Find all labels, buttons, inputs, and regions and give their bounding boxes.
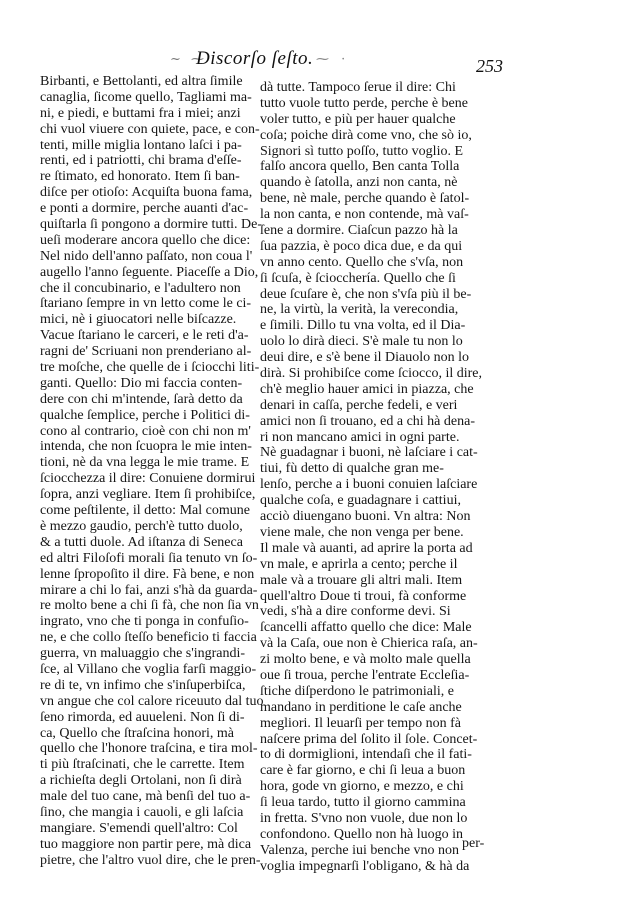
text-line: naſcere prima del ſolito il ſole. Concet- [260,731,478,747]
text-line: quando è ſatolla, anzi non canta, nè [260,175,458,191]
text-line: ſeno rimorda, ed auueleni. Non ſi di- [40,709,245,725]
text-line: renti, ed i patriotti, chi brama d'eſſe- [40,153,242,169]
text-line: quiſtarla ſi pongono a dormire tutti. De- [40,217,263,233]
text-line: qualche coſa, e guadagnare i cattiui, [260,493,461,509]
right-ornament-icon: ⁓ · [316,52,350,67]
running-head: Discorſo ſeſto. [196,48,314,69]
text-line: quell'altro Doue ti troui, fà conforme [260,588,467,604]
text-line: in fretta. S'vno non vuole, due non lo [260,810,468,826]
text-line: voler tutto, e più per hauer qualche [260,111,456,127]
text-line: dere con chi m'intende, ſarà detto da [40,391,243,407]
text-line: ne, e che collo ſteſſo beneficio ti faccia [40,630,257,646]
text-line: ueſi moderare ancora quello che dice: [40,232,251,248]
text-line: ſciocchezza il dire: Conuiene dormirui [40,471,256,487]
text-line: ca, Quello che ſtraſcina honori, mà [40,725,234,741]
text-line: confondono. Quello non hà luogo in [260,826,463,842]
text-line: & a tutti duole. Ad iſtanza di Seneca [40,534,243,550]
text-line: zi molto bene, e và molto male quella [260,652,471,668]
text-line: tiui, fù detto di qualche gran me- [260,461,444,477]
text-line: ragni de' Scriuani non prenderiano al- [40,344,252,360]
text-line: dirà. Si prohibiſce come ſciocco, il dire, [260,366,482,382]
text-line: vedi, s'hà a dire conforme devi. Si [260,604,451,620]
text-line: Birbanti, e Bettolanti, ed altra ſimile [40,74,243,89]
text-line: male và a trouare gli altri mali. Item [260,572,463,588]
text-line: bene, nè male, perche quando è ſatol- [260,191,470,207]
text-line: tutto vuole tutto perde, perche è bene [260,95,468,111]
text-line: deui dire, e s'è bene il Diauolo non lo [260,350,469,366]
text-line: uolo lo dirà dieci. S'è male tu non lo [260,334,463,350]
text-line: a richieſta degli Ortolani, non ſi dirà [40,773,242,789]
text-line: chi vuol viuere con quiete, pace, e con- [40,121,260,137]
text-line: Valenza, perche iui benche vno non [260,842,460,858]
text-line: lenſo, perche a i buoni conuien laſciare [260,477,478,493]
text-line: Nel nido dell'anno paſſato, non coua l' [40,248,253,264]
text-line: canaglia, ſicome quello, Tagliami ma- [40,89,252,105]
text-line: vn anno cento. Quello che s'vſa, non [260,254,464,270]
text-line: re molto bene a chi ſi fà, che non ſia vn [40,598,259,614]
text-line: pietre, che l'altro vuol dire, che le pren- [40,852,261,868]
text-line: mirare a chi lo fai, anzi s'hà da guarda- [40,582,258,598]
text-line: cono al contrario, cioè con chi non m' [40,423,251,439]
text-line: và la Caſa, oue non è Chierica raſa, an- [260,636,478,652]
text-line: Il male và auanti, ad aprire la porta ad [260,540,473,556]
left-text-column [40,74,296,869]
text-line: acciò diuengano buoni. Vn altra: Non [260,509,471,525]
text-line: dà tutte. Tampoco ſerue il dire: Chi [260,80,456,95]
text-line: viene male, che non venga per bene. [260,524,464,540]
text-line: ſi leua tardo, tutto il giorno cammina [260,795,466,811]
text-line: voglia impegnarſi l'obligano, & hà da [260,858,470,874]
text-line: oue ſi troua, perche l'entrate Eccleſia- [260,667,470,683]
text-line: mici, nè i giuocatori nelle biſcazze. [40,312,237,328]
text-line: guerra, vn maluaggio che s'ingrandi- [40,646,246,662]
text-line: ſi ſcuſa, è ſciocchería. Quello che ſi [260,270,456,286]
text-line: ſcancelli affatto quello che dice: Male [260,620,472,636]
text-line: re di te, vn infimo che s'inſuperbiſca, [40,677,246,693]
text-line: ſtariano ſempre in vn letto come le ci- [40,296,252,312]
text-line: ingrato, vno che ti ponga in confuſio- [40,614,249,630]
text-line: tre moſche, che quelle de i ſciocchi liti- [40,360,260,376]
text-line: ſopra, anzi vegliare. Item ſi prohibiſce, [40,487,256,503]
text-line: Vacue ſtariano le carceri, e le reti d'a- [40,328,249,344]
text-line: tenti, mille miglia lontano laſci i pa- [40,137,242,153]
text-line: mangiare. S'emendi quell'altro: Col [40,820,238,836]
page-number: 253 [476,56,503,76]
text-line: è mezzo gaudio, perch'è tutto duolo, [40,518,243,534]
text-line: ne, la virtù, la verità, la verecondia, [260,302,459,318]
text-line: ſene a dormire. Ciaſcun pazzo hà la [260,223,458,239]
text-line: falſo ancora quello, Ben canta Tolla [260,159,460,175]
text-line: vn male, e aprirla a cento; perche il [260,556,458,572]
text-line: augello l'anno ſeguente. Piaceſſe a Dio, [40,264,259,280]
text-line: diſce per otioſo: Acquiſta buona fama, [40,185,253,201]
text-line: ch'è meglio hauer amici in piazza, che [260,381,474,397]
text-line: deue ſcuſare è, che non s'vſa più il be- [260,286,472,302]
text-line: tuo maggiore non partir pere, mà dica [40,836,252,852]
text-line: che il concubinario, e l'adultero non [40,280,241,296]
catchword: per- [462,836,485,851]
text-line: ſua pazzia, è poco dica due, e da qui [260,238,463,254]
text-line: qualche ſemplice, perche i Politici di- [40,407,250,423]
left-ornament-icon: ~ ⁓ [170,52,208,67]
text-line: la non canta, e non contende, mà vaſ- [260,207,469,223]
text-line: ſino, che mangia i cauoli, e gli laſcia [40,804,244,820]
text-line: coſa; poiche dirà come vno, che sò io, [260,127,472,143]
text-line: vn angue che col calore riceuuto dal tuo [40,693,264,709]
text-line: male del tuo cane, mà benſi del tuo a- [40,789,251,805]
right-text-column [260,80,522,875]
text-line: ni, e piedi, e buttami fra i miei; anzi [40,105,241,121]
text-line: intenda, che non ſcuopra le mie inten- [40,439,252,455]
text-line: ſtiche diſperdono le patrimoniali, e [260,683,454,699]
text-line: ed altri Filoſofi morali ſia tenuto vn ſo- [40,550,258,566]
text-line: ri non mancano amici in ogni parte. [260,429,460,445]
text-line: come peſtilente, il detto: Mal comune [40,503,250,519]
text-line: hora, gode vn giorno, e mezzo, e chi [260,779,464,795]
text-line: Signori sì tutto poſſo, tutto voglio. E [260,143,464,159]
text-line: ſce, al Villano che voglia farſi maggio- [40,661,257,677]
text-line: care è far giorno, e chi ſi leua a buon [260,763,466,779]
text-line: Nè guadagnar i buoni, nè laſciare i cat- [260,445,478,461]
text-line: quello che l'honore traſcina, e tira mol- [40,741,258,757]
text-line: e ponti a dormire, perche auanti d'ac- [40,201,249,217]
text-line: mandano in perditione le caſe anche [260,699,462,715]
text-line: denari in caſſa, perche fedeli, e veri [260,397,458,413]
text-line: tioni, nè da vna legga le mie trame. E [40,455,250,471]
text-line: to di dormiglioni, intendaſi che il fati- [260,747,472,763]
text-line: lenne ſpropoſito il dire. Fà bene, e non [40,566,255,582]
text-line: re ſtimato, ed honorato. Item ſi ban- [40,169,240,185]
text-line: amici non ſi trouano, ed a chi hà dena- [260,413,475,429]
text-line: e ſimili. Dillo tu vna volta, ed il Dia- [260,318,466,334]
text-line: ti più ſtraſcinati, che le carrette. Item [40,757,245,773]
text-line: megliori. Il leuarſi per tempo non fà [260,715,461,731]
text-line: ganti. Quello: Dio mi faccia conten- [40,375,243,391]
